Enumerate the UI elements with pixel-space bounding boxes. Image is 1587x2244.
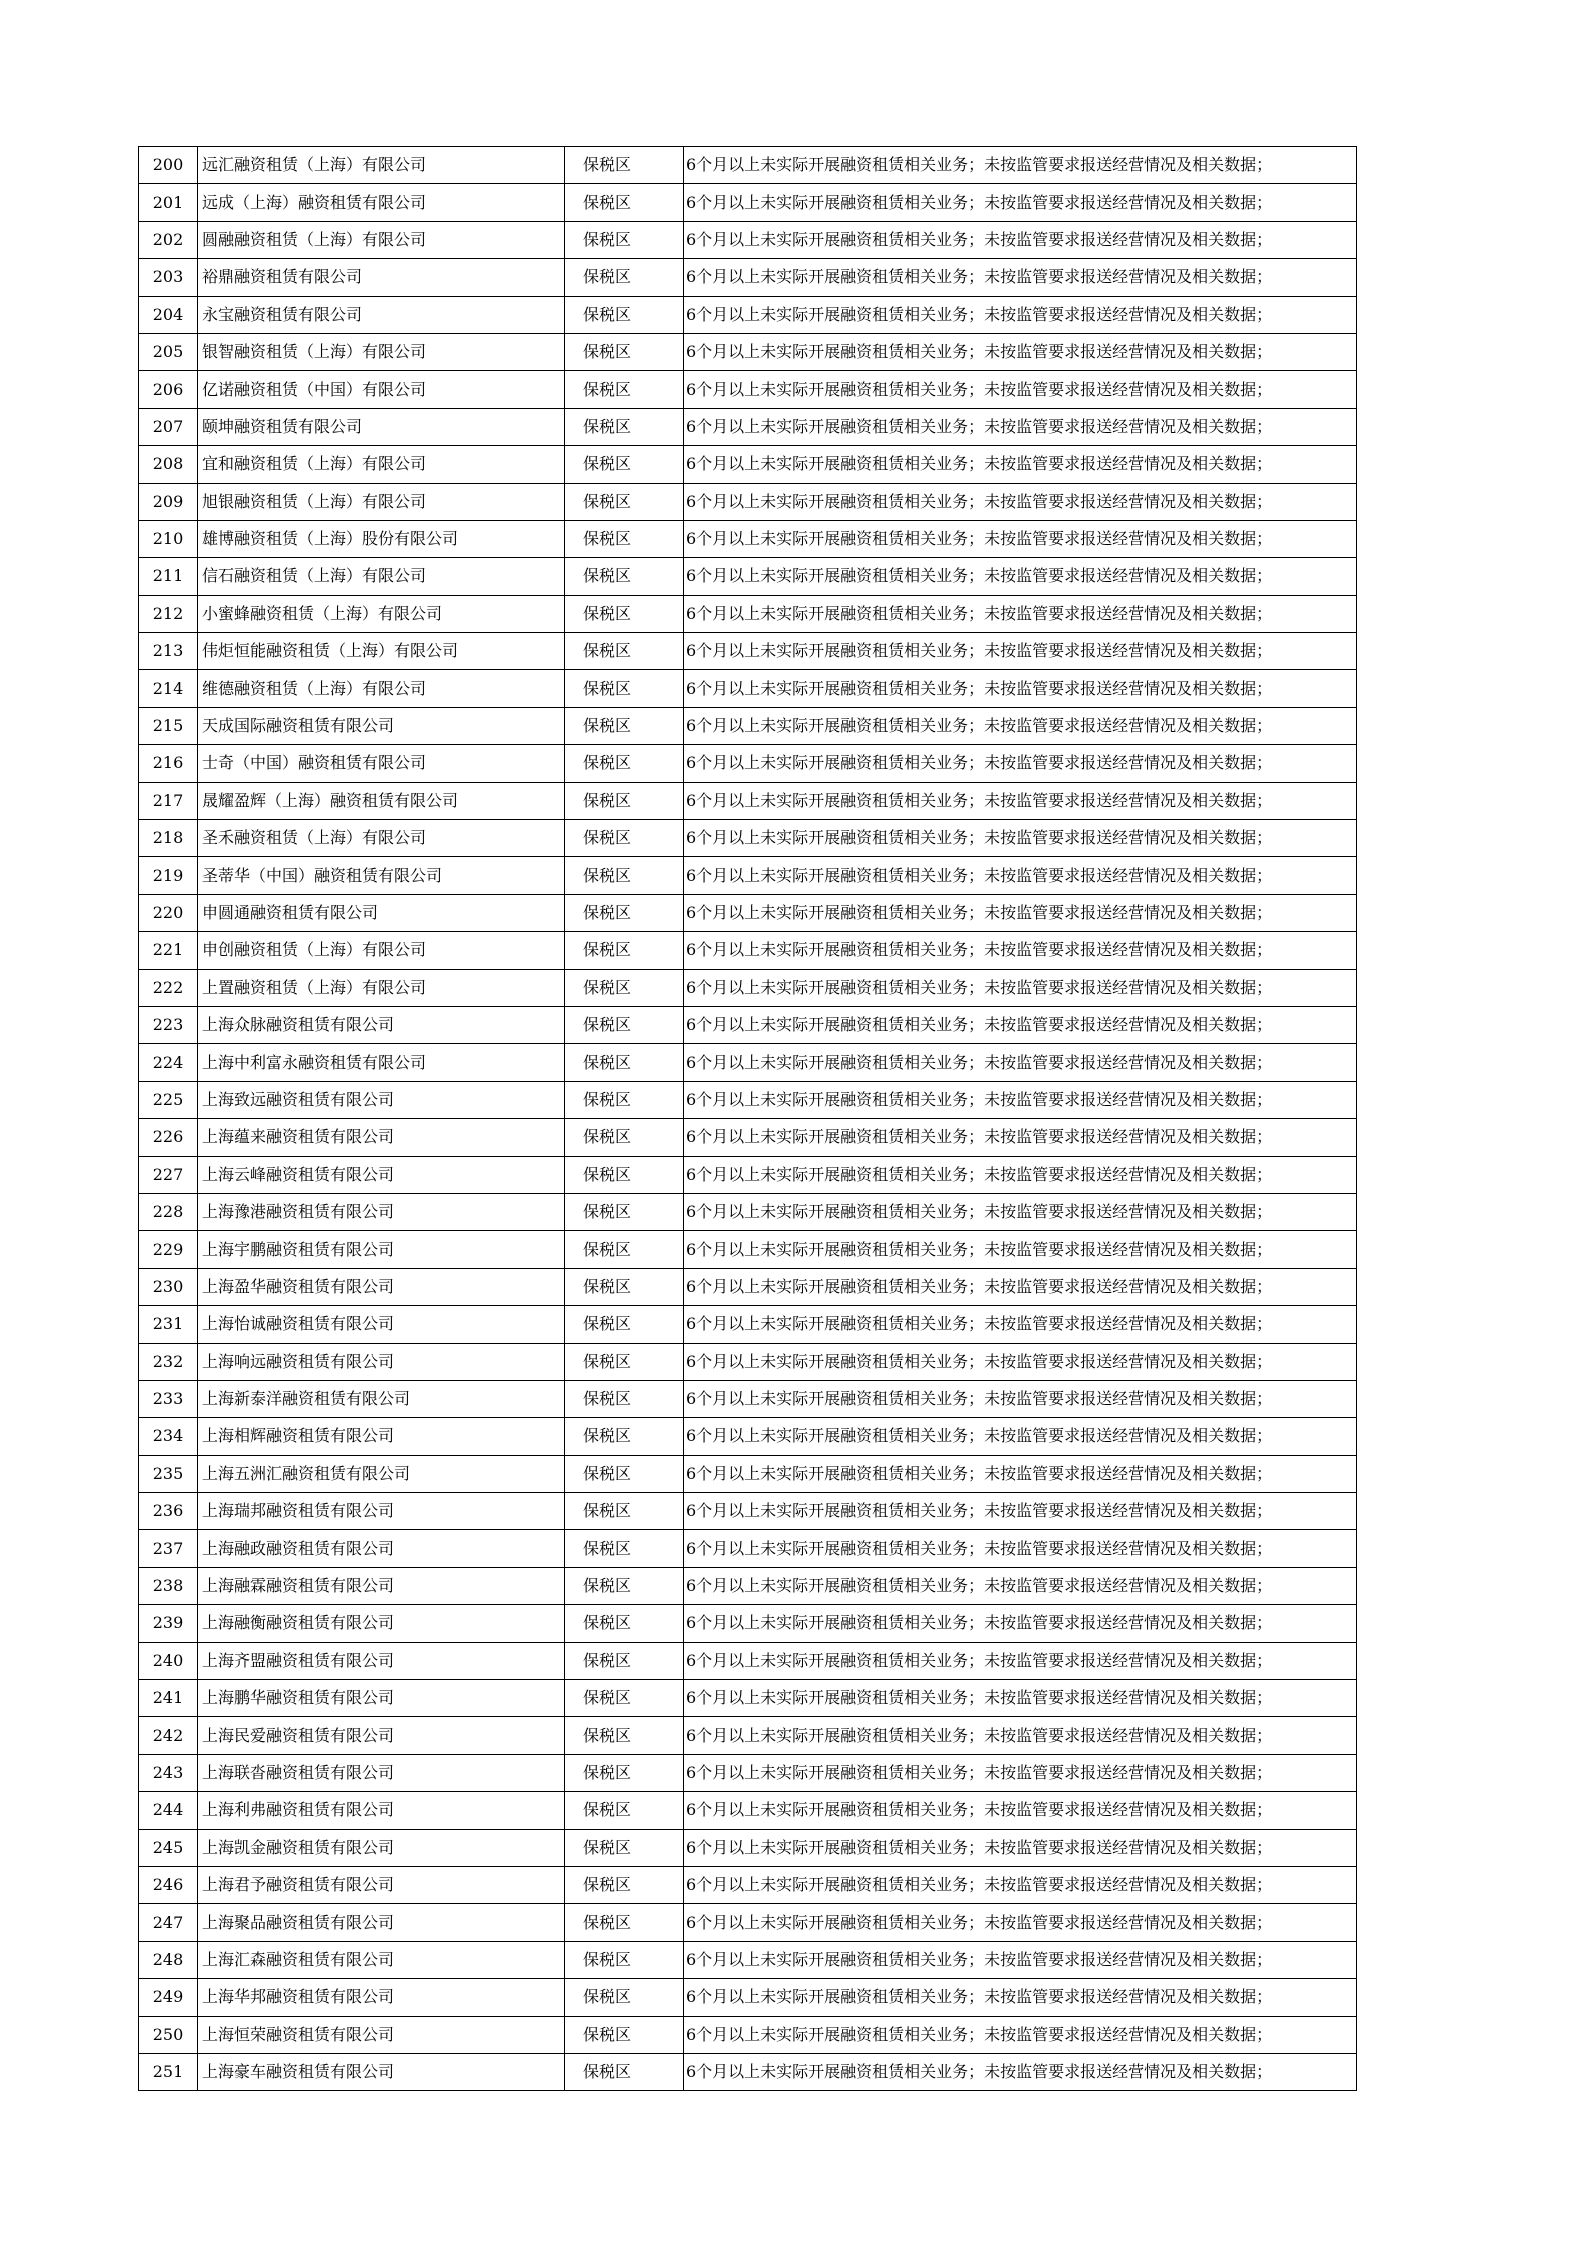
zone-cell: 保税区: [565, 1530, 684, 1567]
company-name: 上海融政融资租赁有限公司: [198, 1530, 565, 1567]
company-name: 宜和融资租赁（上海）有限公司: [198, 446, 565, 483]
row-number: 232: [139, 1343, 198, 1380]
table-row: [139, 820, 1357, 857]
company-name: 上海蕴来融资租赁有限公司: [198, 1119, 565, 1156]
reason-cell: 6个月以上未实际开展融资租赁相关业务；未按监管要求报送经营情况及相关数据；: [684, 1754, 1357, 1791]
zone-cell: 保税区: [565, 1792, 684, 1829]
reason-cell: 6个月以上未实际开展融资租赁相关业务；未按监管要求报送经营情况及相关数据；: [684, 1904, 1357, 1941]
row-number: 214: [139, 670, 198, 707]
company-name: 申创融资租赁（上海）有限公司: [198, 932, 565, 969]
table-row: [139, 184, 1357, 221]
zone-cell: 保税区: [565, 595, 684, 632]
company-name: 上海民爱融资租赁有限公司: [198, 1717, 565, 1754]
company-name: 伟炬恒能融资租赁（上海）有限公司: [198, 633, 565, 670]
zone-cell: 保税区: [565, 1380, 684, 1417]
table-row: [139, 1081, 1357, 1118]
reason-cell: 6个月以上未实际开展融资租赁相关业务；未按监管要求报送经营情况及相关数据；: [684, 1081, 1357, 1118]
zone-cell: 保税区: [565, 408, 684, 445]
row-number: 204: [139, 296, 198, 333]
company-name: 圆融融资租赁（上海）有限公司: [198, 221, 565, 258]
row-number: 220: [139, 894, 198, 931]
row-number: 222: [139, 969, 198, 1006]
row-number: 239: [139, 1605, 198, 1642]
company-name: 士奇（中国）融资租赁有限公司: [198, 745, 565, 782]
reason-cell: 6个月以上未实际开展融资租赁相关业务；未按监管要求报送经营情况及相关数据；: [684, 633, 1357, 670]
zone-cell: 保税区: [565, 1231, 684, 1268]
company-name: 天成国际融资租赁有限公司: [198, 707, 565, 744]
reason-cell: 6个月以上未实际开展融资租赁相关业务；未按监管要求报送经营情况及相关数据；: [684, 1792, 1357, 1829]
table-row: [139, 1530, 1357, 1567]
company-name: 上海怡诚融资租赁有限公司: [198, 1306, 565, 1343]
company-table: [138, 146, 1357, 2091]
row-number: 215: [139, 707, 198, 744]
company-name: 上海瑞邦融资租赁有限公司: [198, 1493, 565, 1530]
zone-cell: 保税区: [565, 1268, 684, 1305]
zone-cell: 保税区: [565, 1941, 684, 1978]
company-name: 上海盈华融资租赁有限公司: [198, 1268, 565, 1305]
table-row: [139, 1567, 1357, 1604]
row-number: 212: [139, 595, 198, 632]
row-number: 246: [139, 1866, 198, 1903]
table-row: [139, 595, 1357, 632]
company-name: 晟耀盈辉（上海）融资租赁有限公司: [198, 782, 565, 819]
company-name: 信石融资租赁（上海）有限公司: [198, 558, 565, 595]
reason-cell: 6个月以上未实际开展融资租赁相关业务；未按监管要求报送经营情况及相关数据；: [684, 1006, 1357, 1043]
company-table-body: [139, 147, 1357, 2091]
reason-cell: 6个月以上未实际开展融资租赁相关业务；未按监管要求报送经营情况及相关数据；: [684, 820, 1357, 857]
company-name: 圣蒂华（中国）融资租赁有限公司: [198, 857, 565, 894]
row-number: 238: [139, 1567, 198, 1604]
reason-cell: 6个月以上未实际开展融资租赁相关业务；未按监管要求报送经营情况及相关数据；: [684, 782, 1357, 819]
reason-cell: 6个月以上未实际开展融资租赁相关业务；未按监管要求报送经营情况及相关数据；: [684, 969, 1357, 1006]
table-row: [139, 1418, 1357, 1455]
reason-cell: 6个月以上未实际开展融资租赁相关业务；未按监管要求报送经营情况及相关数据；: [684, 147, 1357, 184]
company-name: 裕鼎融资租赁有限公司: [198, 259, 565, 296]
row-number: 234: [139, 1418, 198, 1455]
zone-cell: 保税区: [565, 1567, 684, 1604]
zone-cell: 保税区: [565, 2016, 684, 2053]
reason-cell: 6个月以上未实际开展融资租赁相关业务；未按监管要求报送经营情况及相关数据；: [684, 894, 1357, 931]
zone-cell: 保税区: [565, 707, 684, 744]
reason-cell: 6个月以上未实际开展融资租赁相关业务；未按监管要求报送经营情况及相关数据；: [684, 1418, 1357, 1455]
reason-cell: 6个月以上未实际开展融资租赁相关业务；未按监管要求报送经营情况及相关数据；: [684, 296, 1357, 333]
table-row: [139, 2016, 1357, 2053]
table-row: [139, 296, 1357, 333]
table-row: [139, 1829, 1357, 1866]
row-number: 216: [139, 745, 198, 782]
row-number: 202: [139, 221, 198, 258]
table-row: [139, 670, 1357, 707]
table-row: [139, 1717, 1357, 1754]
zone-cell: 保税区: [565, 1343, 684, 1380]
reason-cell: 6个月以上未实际开展融资租赁相关业务；未按监管要求报送经营情况及相关数据；: [684, 707, 1357, 744]
reason-cell: 6个月以上未实际开展融资租赁相关业务；未按监管要求报送经营情况及相关数据；: [684, 1156, 1357, 1193]
zone-cell: 保税区: [565, 1829, 684, 1866]
reason-cell: 6个月以上未实际开展融资租赁相关业务；未按监管要求报送经营情况及相关数据；: [684, 1119, 1357, 1156]
table-row: [139, 520, 1357, 557]
zone-cell: 保税区: [565, 1642, 684, 1679]
row-number: 209: [139, 483, 198, 520]
reason-cell: 6个月以上未实际开展融资租赁相关业务；未按监管要求报送经营情况及相关数据；: [684, 1343, 1357, 1380]
row-number: 213: [139, 633, 198, 670]
row-number: 249: [139, 1979, 198, 2016]
table-row: [139, 1979, 1357, 2016]
row-number: 244: [139, 1792, 198, 1829]
table-row: [139, 1455, 1357, 1492]
reason-cell: 6个月以上未实际开展融资租赁相关业务；未按监管要求报送经营情况及相关数据；: [684, 371, 1357, 408]
row-number: 226: [139, 1119, 198, 1156]
table-row: [139, 1231, 1357, 1268]
row-number: 233: [139, 1380, 198, 1417]
reason-cell: 6个月以上未实际开展融资租赁相关业务；未按监管要求报送经营情况及相关数据；: [684, 1193, 1357, 1230]
row-number: 243: [139, 1754, 198, 1791]
row-number: 228: [139, 1193, 198, 1230]
zone-cell: 保税区: [565, 1605, 684, 1642]
reason-cell: 6个月以上未实际开展融资租赁相关业务；未按监管要求报送经营情况及相关数据；: [684, 1268, 1357, 1305]
company-name: 上海众脉融资租赁有限公司: [198, 1006, 565, 1043]
row-number: 221: [139, 932, 198, 969]
reason-cell: 6个月以上未实际开展融资租赁相关业务；未按监管要求报送经营情况及相关数据；: [684, 1380, 1357, 1417]
reason-cell: 6个月以上未实际开展融资租赁相关业务；未按监管要求报送经营情况及相关数据；: [684, 1530, 1357, 1567]
zone-cell: 保税区: [565, 1193, 684, 1230]
company-name: 银智融资租赁（上海）有限公司: [198, 333, 565, 370]
reason-cell: 6个月以上未实际开展融资租赁相关业务；未按监管要求报送经营情况及相关数据；: [684, 857, 1357, 894]
reason-cell: 6个月以上未实际开展融资租赁相关业务；未按监管要求报送经营情况及相关数据；: [684, 1829, 1357, 1866]
table-row: [139, 1044, 1357, 1081]
zone-cell: 保税区: [565, 1081, 684, 1118]
row-number: 248: [139, 1941, 198, 1978]
company-name: 雄博融资租赁（上海）股份有限公司: [198, 520, 565, 557]
zone-cell: 保税区: [565, 221, 684, 258]
row-number: 207: [139, 408, 198, 445]
company-name: 上海融衡融资租赁有限公司: [198, 1605, 565, 1642]
row-number: 225: [139, 1081, 198, 1118]
zone-cell: 保税区: [565, 1306, 684, 1343]
reason-cell: 6个月以上未实际开展融资租赁相关业务；未按监管要求报送经营情况及相关数据；: [684, 2016, 1357, 2053]
row-number: 218: [139, 820, 198, 857]
row-number: 247: [139, 1904, 198, 1941]
reason-cell: 6个月以上未实际开展融资租赁相关业务；未按监管要求报送经营情况及相关数据；: [684, 1680, 1357, 1717]
zone-cell: 保税区: [565, 296, 684, 333]
row-number: 224: [139, 1044, 198, 1081]
company-name: 上海五洲汇融资租赁有限公司: [198, 1455, 565, 1492]
zone-cell: 保税区: [565, 259, 684, 296]
row-number: 237: [139, 1530, 198, 1567]
table-row: [139, 558, 1357, 595]
reason-cell: 6个月以上未实际开展融资租赁相关业务；未按监管要求报送经营情况及相关数据；: [684, 1605, 1357, 1642]
company-name: 上海聚品融资租赁有限公司: [198, 1904, 565, 1941]
company-name: 上海豫港融资租赁有限公司: [198, 1193, 565, 1230]
table-row: [139, 1866, 1357, 1903]
company-name: 维德融资租赁（上海）有限公司: [198, 670, 565, 707]
company-name: 上海致远融资租赁有限公司: [198, 1081, 565, 1118]
company-name: 永宝融资租赁有限公司: [198, 296, 565, 333]
table-row: [139, 371, 1357, 408]
reason-cell: 6个月以上未实际开展融资租赁相关业务；未按监管要求报送经营情况及相关数据；: [684, 670, 1357, 707]
row-number: 242: [139, 1717, 198, 1754]
zone-cell: 保税区: [565, 333, 684, 370]
row-number: 211: [139, 558, 198, 595]
row-number: 230: [139, 1268, 198, 1305]
reason-cell: 6个月以上未实际开展融资租赁相关业务；未按监管要求报送经营情况及相关数据；: [684, 1567, 1357, 1604]
table-row: [139, 633, 1357, 670]
zone-cell: 保税区: [565, 1680, 684, 1717]
reason-cell: 6个月以上未实际开展融资租赁相关业务；未按监管要求报送经营情况及相关数据；: [684, 1493, 1357, 1530]
reason-cell: 6个月以上未实际开展融资租赁相关业务；未按监管要求报送经营情况及相关数据；: [684, 1231, 1357, 1268]
reason-cell: 6个月以上未实际开展融资租赁相关业务；未按监管要求报送经营情况及相关数据；: [684, 259, 1357, 296]
table-row: [139, 1119, 1357, 1156]
table-row: [139, 408, 1357, 445]
table-row: [139, 969, 1357, 1006]
company-name: 上海响远融资租赁有限公司: [198, 1343, 565, 1380]
zone-cell: 保税区: [565, 820, 684, 857]
row-number: 236: [139, 1493, 198, 1530]
zone-cell: 保税区: [565, 1493, 684, 1530]
zone-cell: 保税区: [565, 1006, 684, 1043]
reason-cell: 6个月以上未实际开展融资租赁相关业务；未按监管要求报送经营情况及相关数据；: [684, 1306, 1357, 1343]
table-row: [139, 1193, 1357, 1230]
row-number: 223: [139, 1006, 198, 1043]
table-row: [139, 2053, 1357, 2090]
reason-cell: 6个月以上未实际开展融资租赁相关业务；未按监管要求报送经营情况及相关数据；: [684, 1044, 1357, 1081]
reason-cell: 6个月以上未实际开展融资租赁相关业务；未按监管要求报送经营情况及相关数据；: [684, 446, 1357, 483]
zone-cell: 保税区: [565, 184, 684, 221]
company-name: 上海相辉融资租赁有限公司: [198, 1418, 565, 1455]
row-number: 201: [139, 184, 198, 221]
table-row: [139, 857, 1357, 894]
zone-cell: 保税区: [565, 483, 684, 520]
table-row: [139, 1156, 1357, 1193]
row-number: 231: [139, 1306, 198, 1343]
company-name: 上海中利富永融资租赁有限公司: [198, 1044, 565, 1081]
table-row: [139, 1680, 1357, 1717]
table-row: [139, 1006, 1357, 1043]
reason-cell: 6个月以上未实际开展融资租赁相关业务；未按监管要求报送经营情况及相关数据；: [684, 408, 1357, 445]
row-number: 219: [139, 857, 198, 894]
row-number: 217: [139, 782, 198, 819]
table-row: [139, 1306, 1357, 1343]
company-name: 上海宇鹏融资租赁有限公司: [198, 1231, 565, 1268]
table-row: [139, 483, 1357, 520]
zone-cell: 保税区: [565, 969, 684, 1006]
reason-cell: 6个月以上未实际开展融资租赁相关业务；未按监管要求报送经营情况及相关数据；: [684, 1941, 1357, 1978]
reason-cell: 6个月以上未实际开展融资租赁相关业务；未按监管要求报送经营情况及相关数据；: [684, 1979, 1357, 2016]
zone-cell: 保税区: [565, 1979, 684, 2016]
row-number: 251: [139, 2053, 198, 2090]
table-row: [139, 1642, 1357, 1679]
row-number: 206: [139, 371, 198, 408]
zone-cell: 保税区: [565, 1418, 684, 1455]
table-row: [139, 1343, 1357, 1380]
table-row: [139, 932, 1357, 969]
table-row: [139, 1792, 1357, 1829]
table-row: [139, 1904, 1357, 1941]
company-name: 上海恒荣融资租赁有限公司: [198, 2016, 565, 2053]
row-number: 229: [139, 1231, 198, 1268]
company-name: 上海利弗融资租赁有限公司: [198, 1792, 565, 1829]
row-number: 245: [139, 1829, 198, 1866]
table-row: [139, 745, 1357, 782]
table-row: [139, 1754, 1357, 1791]
reason-cell: 6个月以上未实际开展融资租赁相关业务；未按监管要求报送经营情况及相关数据；: [684, 2053, 1357, 2090]
company-name: 上海君予融资租赁有限公司: [198, 1866, 565, 1903]
reason-cell: 6个月以上未实际开展融资租赁相关业务；未按监管要求报送经营情况及相关数据；: [684, 1642, 1357, 1679]
company-name: 旭银融资租赁（上海）有限公司: [198, 483, 565, 520]
table-row: [139, 782, 1357, 819]
reason-cell: 6个月以上未实际开展融资租赁相关业务；未按监管要求报送经营情况及相关数据；: [684, 184, 1357, 221]
company-name: 小蜜蜂融资租赁（上海）有限公司: [198, 595, 565, 632]
table-row: [139, 259, 1357, 296]
row-number: 241: [139, 1680, 198, 1717]
row-number: 205: [139, 333, 198, 370]
company-name: 远汇融资租赁（上海）有限公司: [198, 147, 565, 184]
company-name: 上海鹏华融资租赁有限公司: [198, 1680, 565, 1717]
zone-cell: 保税区: [565, 1754, 684, 1791]
company-name: 上海云峰融资租赁有限公司: [198, 1156, 565, 1193]
zone-cell: 保税区: [565, 1904, 684, 1941]
company-name: 申圆通融资租赁有限公司: [198, 894, 565, 931]
row-number: 227: [139, 1156, 198, 1193]
zone-cell: 保税区: [565, 2053, 684, 2090]
row-number: 203: [139, 259, 198, 296]
row-number: 210: [139, 520, 198, 557]
row-number: 208: [139, 446, 198, 483]
table-row: [139, 1380, 1357, 1417]
table-row: [139, 1493, 1357, 1530]
reason-cell: 6个月以上未实际开展融资租赁相关业务；未按监管要求报送经营情况及相关数据；: [684, 483, 1357, 520]
reason-cell: 6个月以上未实际开展融资租赁相关业务；未按监管要求报送经营情况及相关数据；: [684, 1866, 1357, 1903]
reason-cell: 6个月以上未实际开展融资租赁相关业务；未按监管要求报送经营情况及相关数据；: [684, 745, 1357, 782]
company-name: 上海汇森融资租赁有限公司: [198, 1941, 565, 1978]
company-name: 上海豪车融资租赁有限公司: [198, 2053, 565, 2090]
company-name: 上海融霖融资租赁有限公司: [198, 1567, 565, 1604]
zone-cell: 保税区: [565, 745, 684, 782]
company-name: 上置融资租赁（上海）有限公司: [198, 969, 565, 1006]
zone-cell: 保税区: [565, 670, 684, 707]
row-number: 250: [139, 2016, 198, 2053]
row-number: 200: [139, 147, 198, 184]
table-row: [139, 1941, 1357, 1978]
company-name: 上海凯金融资租赁有限公司: [198, 1829, 565, 1866]
zone-cell: 保税区: [565, 520, 684, 557]
company-name: 远成（上海）融资租赁有限公司: [198, 184, 565, 221]
reason-cell: 6个月以上未实际开展融资租赁相关业务；未按监管要求报送经营情况及相关数据；: [684, 1717, 1357, 1754]
reason-cell: 6个月以上未实际开展融资租赁相关业务；未按监管要求报送经营情况及相关数据；: [684, 333, 1357, 370]
zone-cell: 保税区: [565, 857, 684, 894]
reason-cell: 6个月以上未实际开展融资租赁相关业务；未按监管要求报送经营情况及相关数据；: [684, 221, 1357, 258]
reason-cell: 6个月以上未实际开展融资租赁相关业务；未按监管要求报送经营情况及相关数据；: [684, 558, 1357, 595]
table-row: [139, 147, 1357, 184]
zone-cell: 保税区: [565, 558, 684, 595]
zone-cell: 保税区: [565, 633, 684, 670]
zone-cell: 保税区: [565, 932, 684, 969]
table-row: [139, 1268, 1357, 1305]
zone-cell: 保税区: [565, 782, 684, 819]
reason-cell: 6个月以上未实际开展融资租赁相关业务；未按监管要求报送经营情况及相关数据；: [684, 1455, 1357, 1492]
table-row: [139, 707, 1357, 744]
table-row: [139, 333, 1357, 370]
company-name: 上海新泰洋融资租赁有限公司: [198, 1380, 565, 1417]
zone-cell: 保税区: [565, 894, 684, 931]
reason-cell: 6个月以上未实际开展融资租赁相关业务；未按监管要求报送经营情况及相关数据；: [684, 932, 1357, 969]
zone-cell: 保税区: [565, 1119, 684, 1156]
table-row: [139, 221, 1357, 258]
table-row: [139, 894, 1357, 931]
zone-cell: 保税区: [565, 371, 684, 408]
company-name: 上海齐盟融资租赁有限公司: [198, 1642, 565, 1679]
zone-cell: 保税区: [565, 1156, 684, 1193]
table-row: [139, 1605, 1357, 1642]
table-row: [139, 446, 1357, 483]
reason-cell: 6个月以上未实际开展融资租赁相关业务；未按监管要求报送经营情况及相关数据；: [684, 595, 1357, 632]
row-number: 240: [139, 1642, 198, 1679]
company-name: 上海联沓融资租赁有限公司: [198, 1754, 565, 1791]
zone-cell: 保税区: [565, 1455, 684, 1492]
reason-cell: 6个月以上未实际开展融资租赁相关业务；未按监管要求报送经营情况及相关数据；: [684, 520, 1357, 557]
company-name: 亿诺融资租赁（中国）有限公司: [198, 371, 565, 408]
zone-cell: 保税区: [565, 1717, 684, 1754]
zone-cell: 保税区: [565, 1044, 684, 1081]
row-number: 235: [139, 1455, 198, 1492]
company-name: 颐坤融资租赁有限公司: [198, 408, 565, 445]
zone-cell: 保税区: [565, 147, 684, 184]
company-name: 圣禾融资租赁（上海）有限公司: [198, 820, 565, 857]
zone-cell: 保税区: [565, 446, 684, 483]
zone-cell: 保税区: [565, 1866, 684, 1903]
company-name: 上海华邦融资租赁有限公司: [198, 1979, 565, 2016]
